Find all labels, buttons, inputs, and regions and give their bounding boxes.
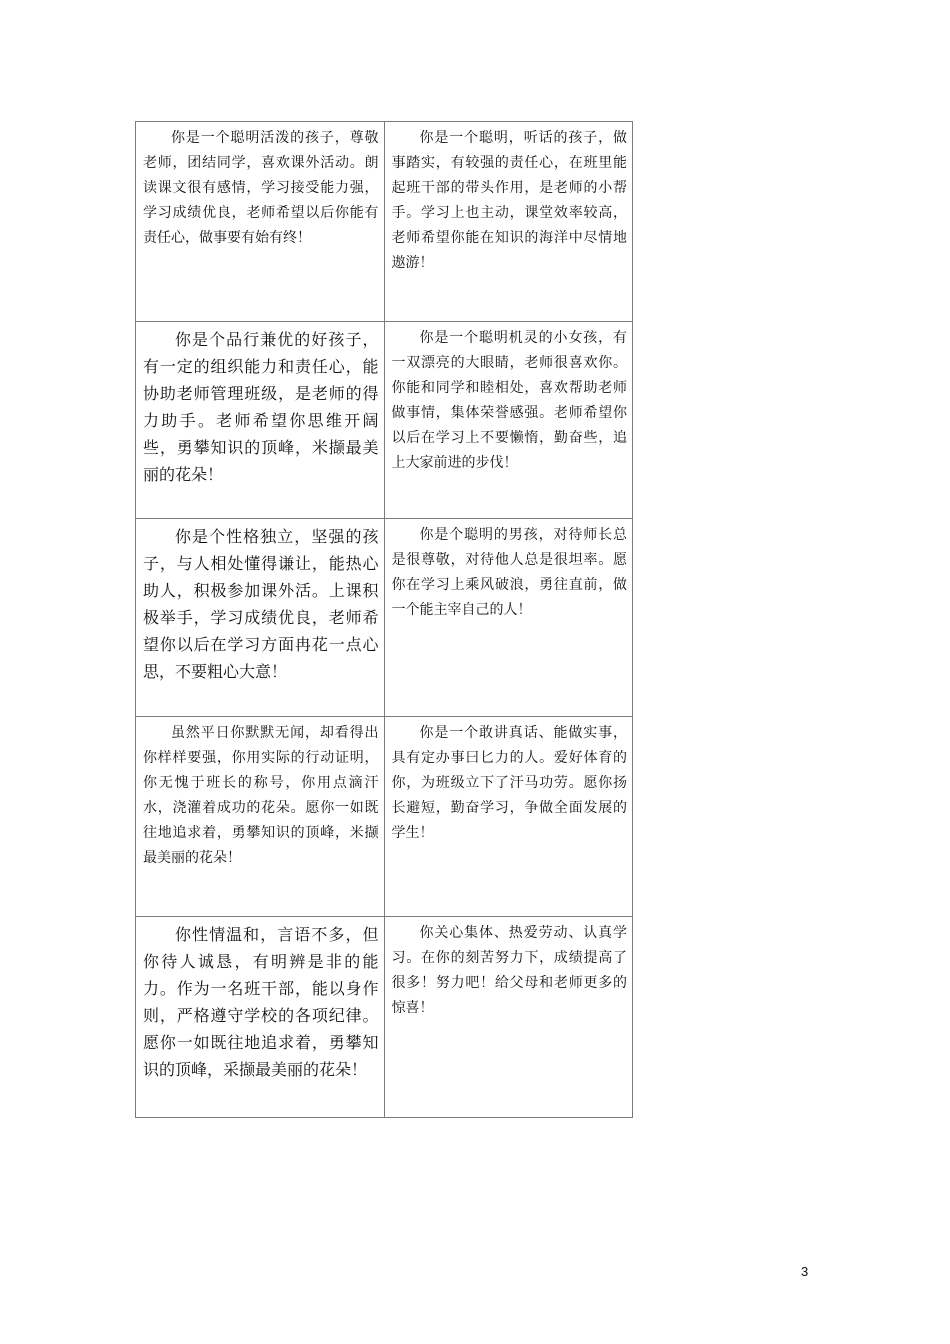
comment-cell: 你性情温和，言语不多，但你待人诚恳，有明辨是非的能力。作为一名班干部，能以身作则，严格遵守学校的各项纪律。愿你一如既往地追求着，勇攀知识的顶峰，采撷最美丽的花朵！ [136,917,385,1118]
comment-cell: 你是一个敢讲真话、能做实事，具有定办事曰匕力的人。爱好体育的你，为班级立下了汗马功劳。愿你扬长避短，勤奋学习，争做全面发展的学生！ [384,717,633,917]
page-number: 3 [801,1264,809,1279]
comments-table [135,121,633,1118]
table-row [136,917,633,1118]
table-row [136,322,633,519]
table-row [136,519,633,717]
table-row [136,717,633,917]
table-row [136,122,633,322]
comment-cell: 你是个品行兼优的好孩子，有一定的组织能力和责任心，能协助老师管理班级，是老师的得力助手。老师希望你思维开阔些，勇攀知识的顶峰，米撷最美丽的花朵！ [136,322,385,519]
comment-cell: 你关心集体、热爱劳动、认真学习。在你的刻苦努力下，成绩提高了很多！努力吧！给父母和老师更多的惊喜！ [384,917,633,1118]
comment-cell: 你是个聪明的男孩，对待师长总是很尊敬，对待他人总是很坦率。愿你在学习上乘风破浪，勇往直前，做一个能主宰自己的人！ [384,519,633,717]
comment-cell: 你是一个聪明活泼的孩子，尊敬老师，团结同学，喜欢课外活动。朗读课文很有感情，学习接受能力强，学习成绩优良，老师希望以后你能有责任心，做事要有始有终！ [136,122,385,322]
comment-cell: 你是个性格独立，坚强的孩子，与人相处懂得谦让，能热心助人，积极参加课外活。上课积极举手，学习成绩优良，老师希望你以后在学习方面冉花一点心思，不要粗心大意！ [136,519,385,717]
comment-cell: 你是一个聪明机灵的小女孩，有一双漂亮的大眼睛，老师很喜欢你。你能和同学和睦相处，喜欢帮助老师做事情，集体荣誉感强。老师希望你以后在学习上不要懒惰，勤奋些，追上大家前进的步伐！ [384,322,633,519]
comment-cell: 你是一个聪明，听话的孩子，做事踏实，有较强的责任心，在班里能起班干部的带头作用，是老师的小帮手。学习上也主动，课堂效率较高，老师希望你能在知识的海洋中尽情地遨游！ [384,122,633,322]
comment-cell: 虽然平日你默默无闻，却看得出你样样要强，你用实际的行动证明，你无愧于班长的称号，你用点滴汗水，浇灌着成功的花朵。愿你一如既往地追求着，勇攀知识的顶峰，米撷最美丽的花朵！ [136,717,385,917]
